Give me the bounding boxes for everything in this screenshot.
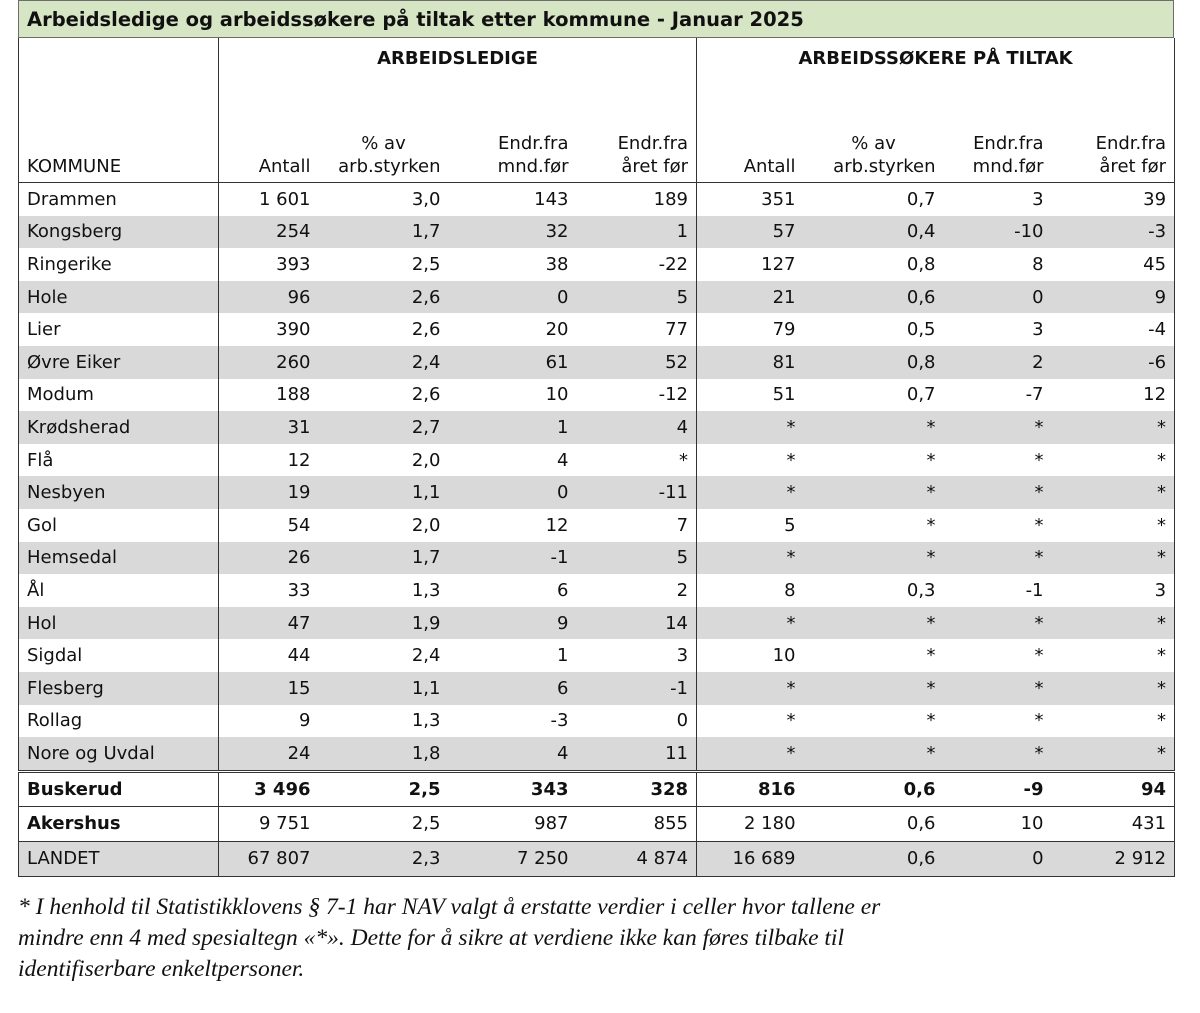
value-cell: 38 xyxy=(545,253,569,275)
value-cell: 1,7 xyxy=(319,216,449,249)
value-cell: * xyxy=(1034,645,1044,667)
value-cell: 2,4 xyxy=(319,346,449,379)
group-header-arbeidsledige: ARBEIDSLEDIGE xyxy=(219,38,697,96)
col-header-pct: % av arb.styrken xyxy=(338,133,441,177)
value-cell: * xyxy=(944,737,1052,771)
kommune-name-cell: Hemsedal xyxy=(19,542,219,575)
cell: 2 912 xyxy=(1052,841,1175,876)
value-cell: * xyxy=(926,449,936,471)
value-cell: 51 xyxy=(697,379,804,412)
value-cell: * xyxy=(804,607,944,640)
value-cell: * xyxy=(697,672,804,705)
kommune-name-cell: Krødsherad xyxy=(19,411,219,444)
value-cell: * xyxy=(697,607,804,640)
value-cell: 3 xyxy=(676,645,689,667)
cell: 816 xyxy=(697,771,804,806)
value-cell: 45 xyxy=(1143,253,1167,275)
value-cell: * xyxy=(944,672,1052,705)
kommune-name-cell: Hol xyxy=(19,607,219,640)
kommune-name-cell: Rollag xyxy=(27,710,83,732)
value-cell: 0,8 xyxy=(906,253,936,275)
value-cell: 3 xyxy=(1154,579,1167,601)
value-cell: 1,1 xyxy=(319,672,449,705)
value-cell: 188 xyxy=(219,379,319,412)
value-cell: 0,7 xyxy=(804,183,944,216)
value-cell: 96 xyxy=(219,281,319,314)
value-cell: 6 xyxy=(449,672,577,705)
value-cell: 8 xyxy=(697,574,804,607)
value-cell: * xyxy=(926,710,936,732)
value-cell: * xyxy=(804,672,944,705)
value-cell: 393 xyxy=(219,248,319,281)
cell: 94 xyxy=(1052,771,1175,806)
value-cell: 0,5 xyxy=(906,319,936,341)
value-cell: 2,0 xyxy=(411,449,441,471)
column-header-row xyxy=(19,96,1175,183)
value-cell: 61 xyxy=(449,346,577,379)
value-cell: 3 xyxy=(1032,319,1044,341)
footnote xyxy=(18,892,1168,985)
value-cell: 77 xyxy=(665,319,689,341)
cell: Buskerud xyxy=(19,771,219,806)
value-cell: 31 xyxy=(219,411,319,444)
value-cell: 81 xyxy=(697,346,804,379)
value-cell: * xyxy=(697,737,804,771)
col-header-aar-tiltak: Endr.fra året før xyxy=(1095,133,1167,177)
value-cell: 2,4 xyxy=(411,645,441,667)
cell: 0,6 xyxy=(804,841,944,876)
value-cell: * xyxy=(944,607,1052,640)
value-cell: 12 xyxy=(545,514,569,536)
value-cell: * xyxy=(804,411,944,444)
table-row xyxy=(19,542,1175,575)
value-cell: 5 xyxy=(577,281,697,314)
table-row xyxy=(19,444,1175,477)
kommune-name-cell: Øvre Eiker xyxy=(19,346,219,379)
group-header-empty xyxy=(19,38,219,96)
value-cell: 0 xyxy=(449,476,577,509)
value-cell: 12 xyxy=(219,444,319,477)
value-cell: 390 xyxy=(219,313,319,346)
value-cell: 0,7 xyxy=(906,384,936,406)
value-cell: 39 xyxy=(1052,183,1175,216)
table-row xyxy=(19,672,1175,705)
value-cell: 2,0 xyxy=(411,514,441,536)
value-cell: * xyxy=(1157,645,1167,667)
value-cell: 2,6 xyxy=(411,319,441,341)
cell: 2,5 xyxy=(319,771,449,806)
table-row xyxy=(19,281,1175,314)
value-cell: -11 xyxy=(577,476,697,509)
value-cell: 1 xyxy=(557,645,569,667)
table-title: Arbeidsledige og arbeidssøkere på tiltak etter kommune - Januar 2025 xyxy=(18,0,1174,38)
group-header-row xyxy=(19,38,1175,96)
cell: 2 180 xyxy=(697,806,804,841)
kommune-name-cell: Flå xyxy=(27,449,54,471)
value-cell: * xyxy=(1052,737,1175,771)
value-cell: -1 xyxy=(577,672,697,705)
col-header-antall: Antall xyxy=(219,96,319,183)
cell: 987 xyxy=(449,806,577,841)
cell: 0,6 xyxy=(804,771,944,806)
value-cell: 1 601 xyxy=(219,183,319,216)
value-cell: 2 xyxy=(944,346,1052,379)
value-cell: 0 xyxy=(676,710,689,732)
value-cell: * xyxy=(1052,607,1175,640)
footnote-line: mindre enn 4 med spesialtegn «*». Dette for å sikre at verdiene ikke kan føres tilbake til xyxy=(18,925,844,951)
value-cell: * xyxy=(1052,672,1175,705)
table-row xyxy=(19,411,1175,444)
value-cell: 12 xyxy=(1143,384,1167,406)
table-row xyxy=(19,216,1175,249)
kommune-name-cell: Drammen xyxy=(19,183,219,216)
table-row xyxy=(19,313,1175,346)
table-row xyxy=(19,346,1175,379)
value-cell: 2,6 xyxy=(319,281,449,314)
value-cell: 3 xyxy=(944,183,1052,216)
value-cell: * xyxy=(1052,411,1175,444)
value-cell: 0,6 xyxy=(804,281,944,314)
footnote-line: * I henhold til Statistikklovens § 7-1 har NAV valgt å erstatte verdier i celler hvor tallene er xyxy=(18,894,881,920)
kommune-name-cell: Kongsberg xyxy=(19,216,219,249)
value-cell: 44 xyxy=(219,639,319,672)
value-cell: 4 xyxy=(577,411,697,444)
value-cell: * xyxy=(1052,542,1175,575)
cell: 9 751 xyxy=(219,806,319,841)
value-cell: -22 xyxy=(658,253,689,275)
value-cell: 21 xyxy=(697,281,804,314)
value-cell: 1,7 xyxy=(319,542,449,575)
value-cell: * xyxy=(944,476,1052,509)
value-cell: -7 xyxy=(1025,384,1044,406)
cell: 16 689 xyxy=(697,841,804,876)
value-cell: 2 xyxy=(676,579,689,601)
table-row xyxy=(19,476,1175,509)
value-cell: * xyxy=(1157,449,1167,471)
value-cell: -1 xyxy=(449,542,577,575)
value-cell: 5 xyxy=(697,509,804,542)
cell: LANDET xyxy=(19,841,219,876)
group-header-tiltak: ARBEIDSSØKERE PÅ TILTAK xyxy=(697,38,1175,96)
value-cell: * xyxy=(926,645,936,667)
value-cell: 1,3 xyxy=(411,579,441,601)
value-cell: 2,6 xyxy=(411,384,441,406)
col-header-antall-tiltak: Antall xyxy=(697,96,804,183)
col-header-aar: Endr.fra året før xyxy=(617,133,689,177)
value-cell: * xyxy=(804,476,944,509)
value-cell: * xyxy=(804,737,944,771)
value-cell: * xyxy=(926,514,936,536)
cell: 67 807 xyxy=(219,841,319,876)
value-cell: 54 xyxy=(219,509,319,542)
value-cell: * xyxy=(697,705,804,738)
value-cell: 1,8 xyxy=(319,737,449,771)
value-cell: * xyxy=(1034,514,1044,536)
value-cell: 26 xyxy=(219,542,319,575)
value-cell: 4 xyxy=(557,449,569,471)
cell: 7 250 xyxy=(449,841,577,876)
statistics-table-frame xyxy=(18,0,1174,877)
value-cell: * xyxy=(697,411,804,444)
cell: 4 874 xyxy=(577,841,697,876)
value-cell: 19 xyxy=(219,476,319,509)
cell: -9 xyxy=(944,771,1052,806)
value-cell: 0 xyxy=(944,281,1052,314)
value-cell: 32 xyxy=(449,216,577,249)
value-cell: 11 xyxy=(577,737,697,771)
kommune-name-cell: Nore og Uvdal xyxy=(19,737,219,771)
value-cell: 9 xyxy=(449,607,577,640)
col-header-mnd: Endr.fra mnd.før xyxy=(497,133,569,177)
value-cell: -1 xyxy=(1025,579,1044,601)
cell: 0 xyxy=(944,841,1052,876)
value-cell: * xyxy=(944,411,1052,444)
value-cell: * xyxy=(1157,710,1167,732)
value-cell: 20 xyxy=(545,319,569,341)
kommune-name-cell: Ringerike xyxy=(27,253,112,275)
cell: 2,5 xyxy=(319,806,449,841)
value-cell: 0,3 xyxy=(906,579,936,601)
value-cell: 5 xyxy=(577,542,697,575)
cell: Akershus xyxy=(19,806,219,841)
value-cell: * xyxy=(1034,710,1044,732)
value-cell: -4 xyxy=(1148,319,1167,341)
value-cell: 1 xyxy=(577,216,697,249)
cell: 431 xyxy=(1052,806,1175,841)
value-cell: 6 xyxy=(557,579,569,601)
value-cell: 189 xyxy=(577,183,697,216)
value-cell: * xyxy=(1157,514,1167,536)
kommune-name-cell: Nesbyen xyxy=(19,476,219,509)
cell: 328 xyxy=(577,771,697,806)
value-cell: 7 xyxy=(676,514,689,536)
value-cell: 79 xyxy=(697,313,804,346)
value-cell: 3,0 xyxy=(319,183,449,216)
row-akershus xyxy=(19,806,1175,841)
value-cell: 351 xyxy=(697,183,804,216)
table-row xyxy=(19,639,1175,672)
value-cell: 14 xyxy=(577,607,697,640)
value-cell: 33 xyxy=(219,574,319,607)
value-cell: 57 xyxy=(697,216,804,249)
table-row xyxy=(19,737,1175,771)
kommune-name-cell: Ål xyxy=(27,579,45,601)
value-cell: * xyxy=(697,476,804,509)
value-cell: -12 xyxy=(658,384,689,406)
cell: 0,6 xyxy=(804,806,944,841)
table-row xyxy=(19,509,1175,542)
value-cell: 47 xyxy=(219,607,319,640)
value-cell: 2,7 xyxy=(319,411,449,444)
value-cell: -6 xyxy=(1052,346,1175,379)
value-cell: 2,5 xyxy=(411,253,441,275)
value-cell: 0 xyxy=(449,281,577,314)
table-row xyxy=(19,183,1175,216)
table-row xyxy=(19,607,1175,640)
value-cell: 1 xyxy=(449,411,577,444)
value-cell: 8 xyxy=(1032,253,1044,275)
kommune-name-cell: Hole xyxy=(19,281,219,314)
footnote-line: identifiserbare enkeltpersoner. xyxy=(18,956,305,982)
value-cell: 15 xyxy=(219,672,319,705)
cell: 10 xyxy=(944,806,1052,841)
table-body xyxy=(19,183,1175,772)
value-cell: 10 xyxy=(697,639,804,672)
value-cell: 127 xyxy=(697,248,804,281)
value-cell: -3 xyxy=(550,710,569,732)
value-cell: 260 xyxy=(219,346,319,379)
value-cell: * xyxy=(944,542,1052,575)
value-cell: 10 xyxy=(545,384,569,406)
cell: 2,3 xyxy=(319,841,449,876)
value-cell: 1,3 xyxy=(411,710,441,732)
value-cell: 0,4 xyxy=(804,216,944,249)
value-cell: * xyxy=(804,542,944,575)
value-cell: -3 xyxy=(1052,216,1175,249)
value-cell: 1,9 xyxy=(319,607,449,640)
table-row xyxy=(19,574,1175,607)
value-cell: * xyxy=(697,542,804,575)
table-row xyxy=(19,705,1175,738)
value-cell: 9 xyxy=(219,705,319,738)
value-cell: -10 xyxy=(944,216,1052,249)
col-header-mnd-tiltak: Endr.fra mnd.før xyxy=(972,133,1044,177)
cell: 855 xyxy=(577,806,697,841)
value-cell: * xyxy=(1034,449,1044,471)
value-cell: 143 xyxy=(449,183,577,216)
value-cell: 1,1 xyxy=(319,476,449,509)
cell: 3 496 xyxy=(219,771,319,806)
total-row-buskerud xyxy=(19,771,1175,806)
value-cell: 4 xyxy=(449,737,577,771)
value-cell: * xyxy=(1052,476,1175,509)
value-cell: * xyxy=(679,449,689,471)
cell: 343 xyxy=(449,771,577,806)
table-row xyxy=(19,248,1175,281)
value-cell: 9 xyxy=(1052,281,1175,314)
value-cell: * xyxy=(697,444,804,477)
kommune-name-cell: Flesberg xyxy=(19,672,219,705)
kommune-name-cell: Lier xyxy=(27,319,61,341)
kommune-name-cell: Gol xyxy=(27,514,57,536)
table-row xyxy=(19,379,1175,412)
value-cell: 52 xyxy=(577,346,697,379)
col-header-kommune: KOMMUNE xyxy=(27,155,122,177)
kommune-name-cell: Modum xyxy=(27,384,94,406)
value-cell: 254 xyxy=(219,216,319,249)
kommune-name-cell: Sigdal xyxy=(27,645,83,667)
row-landet xyxy=(19,841,1175,876)
col-header-pct-tiltak: % av arb.styrken xyxy=(833,133,936,177)
unemployment-table xyxy=(18,38,1175,877)
value-cell: 0,8 xyxy=(804,346,944,379)
value-cell: 24 xyxy=(219,737,319,771)
